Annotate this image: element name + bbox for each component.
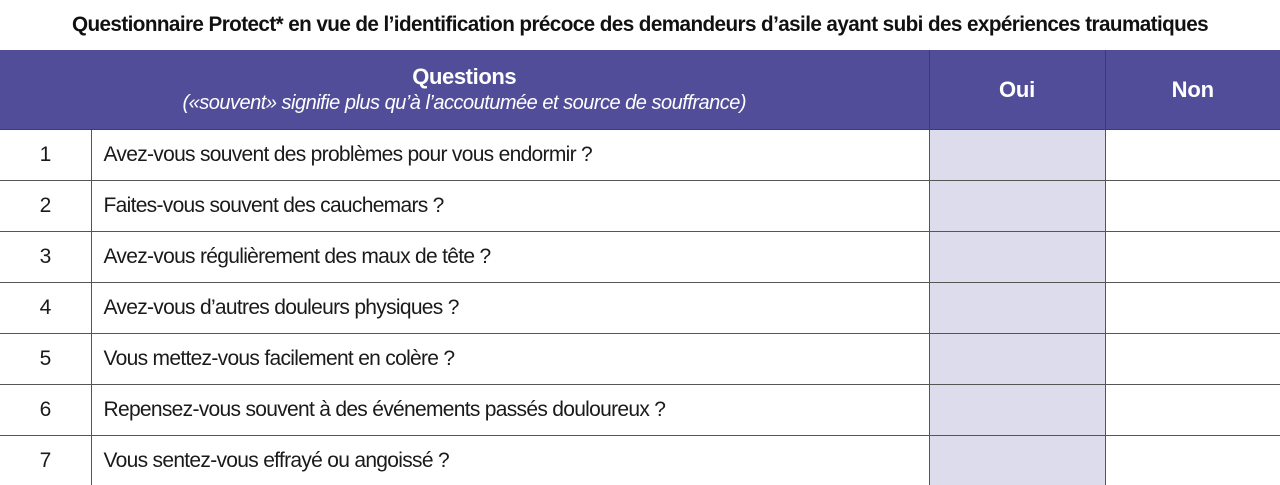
answer-oui-cell[interactable] <box>929 436 1105 485</box>
questionnaire-table-container <box>0 50 1280 485</box>
table-row <box>0 130 1280 181</box>
question-text: Vous mettez-vous facilement en colère ? <box>91 334 929 385</box>
header-questions-note: («souvent» signifie plus qu’à l’accoutumée et source de souffrance) <box>182 91 747 114</box>
question-text: Avez-vous d’autres douleurs physiques ? <box>91 283 929 334</box>
question-number: 4 <box>0 283 91 334</box>
question-number: 7 <box>0 436 91 485</box>
answer-non-cell[interactable] <box>1105 181 1280 232</box>
question-text: Faites-vous souvent des cauchemars ? <box>91 181 929 232</box>
table-header-row <box>0 50 1280 130</box>
document-title: Questionnaire Protect* en vue de l’identification précoce des demandeurs d’asile ayant subi des expériences traumatiques <box>71 13 1209 36</box>
table-body <box>0 130 1280 485</box>
questionnaire-table <box>0 50 1280 485</box>
table-row <box>0 436 1280 485</box>
question-text: Vous sentez-vous effrayé ou angoissé ? <box>91 436 929 485</box>
header-questions <box>0 50 929 130</box>
question-text: Avez-vous régulièrement des maux de tête ? <box>91 232 929 283</box>
question-text: Repensez-vous souvent à des événements passés douloureux ? <box>91 385 929 436</box>
answer-oui-cell[interactable] <box>929 385 1105 436</box>
table-row <box>0 283 1280 334</box>
answer-non-cell[interactable] <box>1105 232 1280 283</box>
header-questions-label: Questions <box>412 63 517 89</box>
answer-oui-cell[interactable] <box>929 283 1105 334</box>
header-non: Non <box>1105 50 1280 130</box>
table-row <box>0 385 1280 436</box>
question-number: 1 <box>0 130 91 181</box>
table-row <box>0 334 1280 385</box>
answer-oui-cell[interactable] <box>929 130 1105 181</box>
answer-oui-cell[interactable] <box>929 334 1105 385</box>
table-row <box>0 232 1280 283</box>
question-text: Avez-vous souvent des problèmes pour vous endormir ? <box>91 130 929 181</box>
answer-non-cell[interactable] <box>1105 334 1280 385</box>
question-number: 6 <box>0 385 91 436</box>
answer-non-cell[interactable] <box>1105 385 1280 436</box>
question-number: 2 <box>0 181 91 232</box>
answer-oui-cell[interactable] <box>929 181 1105 232</box>
question-number: 3 <box>0 232 91 283</box>
header-oui: Oui <box>929 50 1105 130</box>
answer-non-cell[interactable] <box>1105 283 1280 334</box>
answer-oui-cell[interactable] <box>929 232 1105 283</box>
answer-non-cell[interactable] <box>1105 436 1280 485</box>
table-row <box>0 181 1280 232</box>
answer-non-cell[interactable] <box>1105 130 1280 181</box>
question-number: 5 <box>0 334 91 385</box>
